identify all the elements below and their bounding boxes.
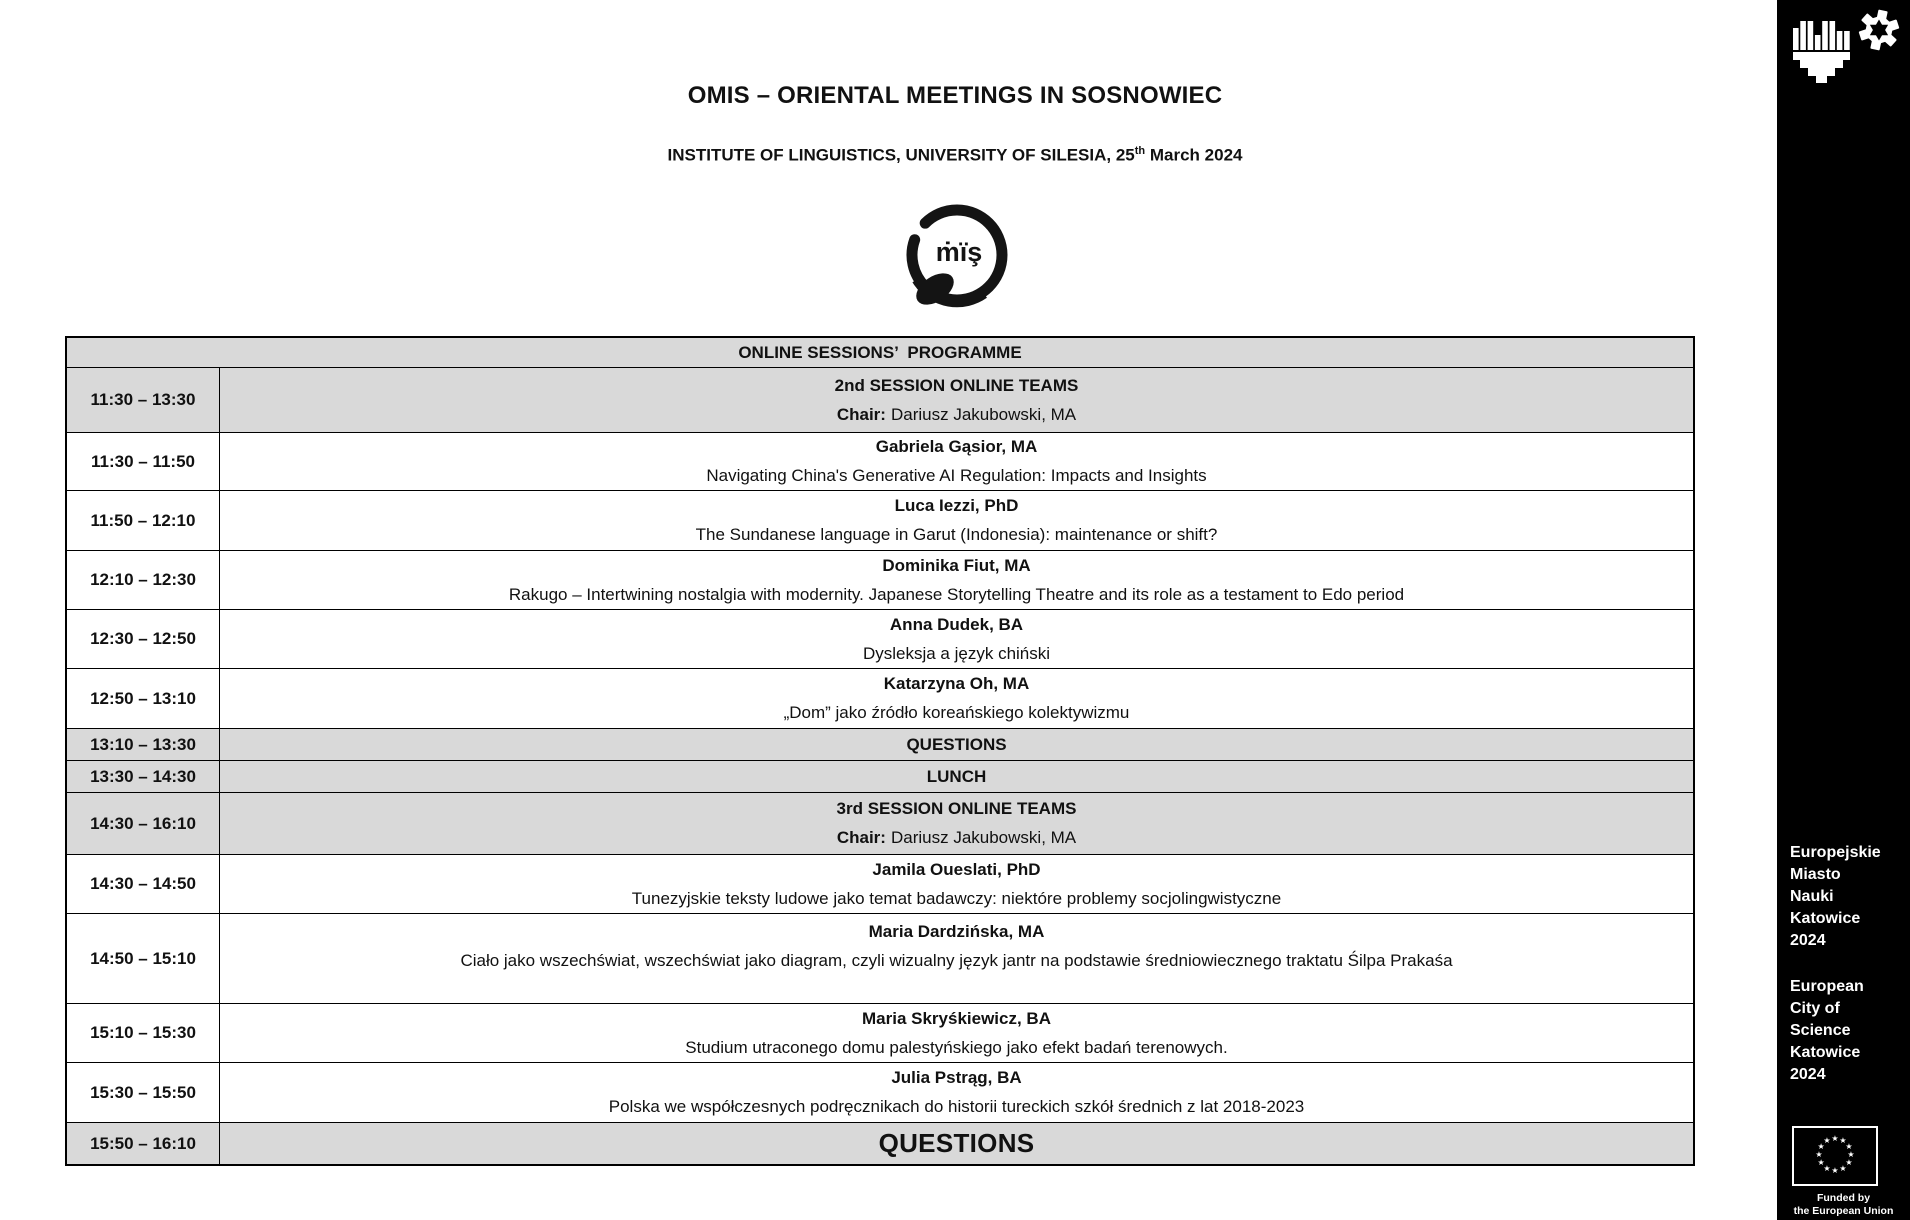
time-cell: 11:30 – 13:30 bbox=[67, 368, 220, 432]
break-label: LUNCH bbox=[926, 766, 987, 786]
talk-row bbox=[67, 490, 1693, 550]
break-label: QUESTIONS bbox=[906, 734, 1007, 754]
session-row bbox=[67, 367, 1693, 432]
svg-text:★: ★ bbox=[1817, 1142, 1825, 1151]
enso-circle-icon bbox=[896, 188, 1018, 322]
eu-caption-line: the European Union bbox=[1793, 1205, 1894, 1217]
time-cell: 13:30 – 14:30 bbox=[67, 761, 220, 792]
talk-cell bbox=[220, 1063, 1693, 1122]
talk-row bbox=[67, 609, 1693, 668]
break-cell bbox=[220, 729, 1693, 760]
time-cell: 14:30 – 14:50 bbox=[67, 855, 220, 913]
speaker-name: Dominika Fiut, MA bbox=[882, 555, 1031, 575]
talk-title: Studium utraconego domu palestyńskiego jako efekt badań terenowych. bbox=[685, 1037, 1228, 1057]
pl-line: Katowice bbox=[1790, 910, 1861, 927]
talk-cell bbox=[220, 551, 1693, 609]
session-chair bbox=[837, 828, 1076, 848]
speaker-name: Maria Dardzińska, MA bbox=[868, 922, 1045, 941]
talk-row bbox=[67, 432, 1693, 490]
talk-title: Dysleksja a język chiński bbox=[862, 643, 1051, 663]
table-title: ONLINE SESSIONS’ PROGRAMME bbox=[738, 342, 1022, 362]
talk-row bbox=[67, 854, 1693, 913]
svg-text:★: ★ bbox=[1815, 1150, 1823, 1159]
time-cell: 11:50 – 12:10 bbox=[67, 491, 220, 550]
talk-cell bbox=[220, 669, 1693, 728]
en-line: City of bbox=[1790, 1000, 1840, 1017]
talk-row bbox=[67, 668, 1693, 728]
speaker-name: Katarzyna Oh, MA bbox=[883, 674, 1030, 693]
session-row bbox=[67, 792, 1693, 854]
pl-line: 2024 bbox=[1790, 932, 1826, 949]
talk-cell bbox=[220, 491, 1693, 550]
svg-text:★: ★ bbox=[1847, 1150, 1855, 1159]
session-cell bbox=[220, 368, 1693, 432]
break-row bbox=[67, 1122, 1693, 1164]
session-chair bbox=[837, 405, 1076, 425]
chair-label: Chair: bbox=[836, 828, 886, 847]
session-title: 2nd SESSION ONLINE TEAMS bbox=[834, 375, 1079, 395]
svg-text:★: ★ bbox=[1845, 1142, 1853, 1151]
break-cell bbox=[220, 761, 1693, 792]
katowice-sidebar bbox=[1777, 0, 1910, 1220]
time-cell: 11:30 – 11:50 bbox=[67, 433, 220, 490]
omis-enso-logo bbox=[896, 188, 1018, 322]
svg-text:★: ★ bbox=[1831, 1134, 1839, 1143]
talk-cell bbox=[220, 433, 1693, 490]
en-line: 2024 bbox=[1790, 1066, 1826, 1083]
programme-table bbox=[65, 336, 1695, 1166]
session-title: 3rd SESSION ONLINE TEAMS bbox=[836, 799, 1077, 818]
speaker-name: Jamila Oueslati, PhD bbox=[872, 859, 1041, 879]
eu-funding-caption bbox=[1777, 1192, 1910, 1218]
subtitle-superscript: th bbox=[1134, 145, 1146, 157]
break-row bbox=[67, 760, 1693, 792]
chair-name: Dariusz Jakubowski, MA bbox=[890, 828, 1077, 847]
time-cell: 15:50 – 16:10 bbox=[67, 1123, 220, 1164]
talk-title: Ciało jako wszechświat, wszechświat jako diagram, czyli wizualny język jantr na podstawie średniowiecznego traktatu Śilpa Prakaśa bbox=[460, 951, 1453, 970]
en-line: Katowice bbox=[1790, 1044, 1861, 1061]
time-cell: 12:30 – 12:50 bbox=[67, 610, 220, 668]
svg-text:★: ★ bbox=[1823, 1136, 1831, 1146]
session-cell bbox=[220, 793, 1693, 854]
enso-logo-text: ṁïş bbox=[935, 237, 983, 267]
sidebar-text-block bbox=[1790, 842, 1904, 1086]
subtitle-text: INSTITUTE OF LINGUISTICS, UNIVERSITY OF SILESIA, 25 bbox=[667, 145, 1135, 165]
svg-text:★: ★ bbox=[1839, 1136, 1847, 1146]
svg-text:★: ★ bbox=[1845, 1158, 1853, 1167]
en-line: European bbox=[1790, 978, 1864, 995]
time-cell: 12:10 – 12:30 bbox=[67, 551, 220, 609]
subtitle-date: March 2024 bbox=[1145, 145, 1243, 165]
talk-cell bbox=[220, 1004, 1693, 1062]
english-city-label bbox=[1790, 976, 1904, 1086]
chair-name: Dariusz Jakubowski, MA bbox=[890, 404, 1077, 424]
katowice-heart-bars-icon bbox=[1793, 14, 1851, 86]
talk-title: „Dom” jako źródło koreańskiego kolektywizmu bbox=[783, 703, 1130, 722]
pl-line: Nauki bbox=[1790, 888, 1834, 905]
svg-text:★: ★ bbox=[1823, 1163, 1831, 1173]
eu-caption-line: Funded by bbox=[1816, 1192, 1871, 1204]
talk-row bbox=[67, 913, 1693, 1003]
talk-row bbox=[67, 550, 1693, 609]
chair-label: Chair: bbox=[836, 404, 886, 424]
polish-city-label bbox=[1790, 842, 1904, 952]
talk-title: Tunezyjskie teksty ludowe jako temat badawczy: niektóre problemy socjolingwistyczne bbox=[631, 888, 1282, 908]
time-cell: 15:30 – 15:50 bbox=[67, 1063, 220, 1122]
talk-cell bbox=[220, 855, 1693, 913]
speaker-name: Gabriela Gąsior, MA bbox=[875, 437, 1038, 456]
talk-row bbox=[67, 1062, 1693, 1122]
speaker-name: Anna Dudek, BA bbox=[889, 614, 1024, 634]
talk-cell bbox=[220, 914, 1693, 1003]
page-title: OMIS – ORIENTAL MEETINGS IN SOSNOWIEC bbox=[687, 82, 1223, 109]
eu-flag-icon bbox=[1792, 1126, 1878, 1186]
talk-title: Navigating China's Generative AI Regulation: Impacts and Insights bbox=[706, 466, 1207, 485]
en-line: Science bbox=[1790, 1022, 1851, 1039]
svg-text:★: ★ bbox=[1831, 1166, 1839, 1175]
speaker-name: Maria Skryśkiewicz, BA bbox=[862, 1008, 1051, 1028]
time-cell: 14:50 – 15:10 bbox=[67, 914, 220, 1003]
speaker-name: Julia Pstrąg, BA bbox=[891, 1068, 1022, 1087]
table-title-row bbox=[67, 338, 1693, 367]
science-city-pinwheel-icon bbox=[1858, 9, 1900, 51]
time-cell: 12:50 – 13:10 bbox=[67, 669, 220, 728]
talk-title: The Sundanese language in Garut (Indonesia): maintenance or shift? bbox=[695, 525, 1218, 544]
time-cell: 15:10 – 15:30 bbox=[67, 1004, 220, 1062]
pl-line: Europejskie bbox=[1790, 844, 1881, 861]
svg-text:★: ★ bbox=[1817, 1158, 1825, 1167]
talk-row bbox=[67, 1003, 1693, 1062]
svg-text:★: ★ bbox=[1839, 1163, 1847, 1173]
speaker-name: Luca Iezzi, PhD bbox=[894, 496, 1019, 515]
page-subtitle bbox=[0, 145, 1910, 166]
break-label: QUESTIONS bbox=[878, 1128, 1035, 1158]
break-row bbox=[67, 728, 1693, 760]
talk-title: Polska we współczesnych podręcznikach do historii tureckich szkół średnich z lat 2018-2023 bbox=[608, 1097, 1305, 1116]
pl-line: Miasto bbox=[1790, 866, 1841, 883]
time-cell: 13:10 – 13:30 bbox=[67, 729, 220, 760]
talk-cell bbox=[220, 610, 1693, 668]
talk-title: Rakugo – Intertwining nostalgia with modernity. Japanese Storytelling Theatre and its role as a testament to Edo period bbox=[508, 584, 1405, 604]
time-cell: 14:30 – 16:10 bbox=[67, 793, 220, 854]
